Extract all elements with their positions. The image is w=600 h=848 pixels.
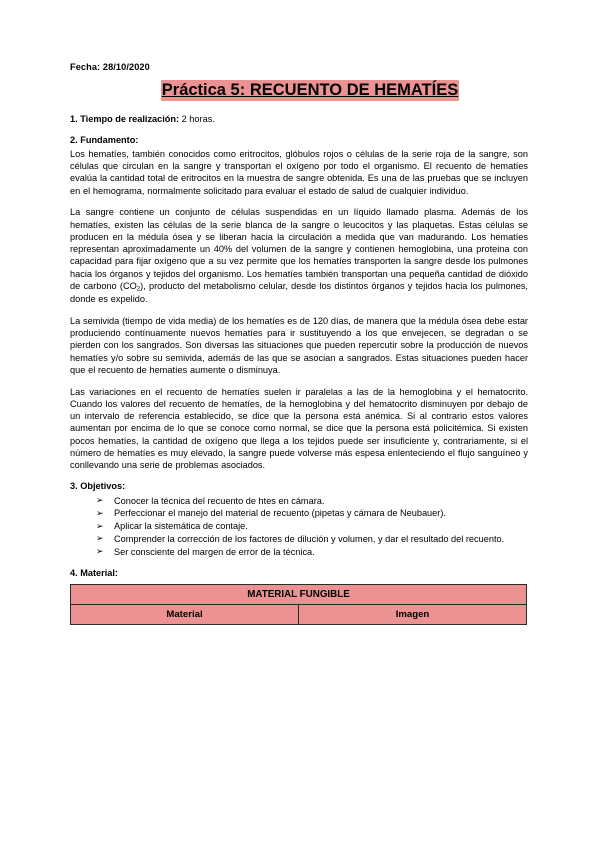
page-title: Práctica 5: RECUENTO DE HEMATÍES [161, 80, 459, 101]
list-item-label: Conocer la técnica del recuento de htes en cámara. [114, 495, 325, 506]
fundamento-paragraph-3: La semivida (tiempo de vida media) de los hematíes es de 120 días, de manera que la médula ósea debe estar produciendo contínuamente nuevos hematíes para ir sustituyendo a los que envejecen, se degradan o se pierden con los sangrados. Son diversas las situaciones que pueden repercutir sobre la producción de nuevos hematíes y/o sobre su semivida, además de las que se asocian a sangrados. Estas situaciones pueden hacer que el recuento de hematíes aumente o disminuya. [70, 315, 528, 375]
title-row [70, 80, 528, 101]
objetivos-heading: 3. Objetivos: [70, 481, 126, 492]
arrow-bullet-icon: ➢ [96, 546, 104, 557]
material-fungible-table [70, 584, 527, 625]
arrow-bullet-icon: ➢ [96, 520, 104, 531]
list-item [96, 520, 528, 532]
tiempo-value: 2 horas. [179, 114, 215, 125]
fundamento-paragraph-2 [70, 206, 528, 305]
tiempo-de-realizacion-line [70, 113, 528, 125]
fundamento-paragraph-1: Los hematíes, también conocidos como eritrocitos, glóbulos rojos o células de la serie roja de la sangre, son células que circulan en la sangre y transportan el oxígeno por todo el organismo. El recuento de hematíes evalúa la cantidad total de eritrocitos en la muestra de sangre obtenida. Es una de las pruebas que se incluyen en el hemograma, normalmente solicitado para evaluar el estado de salud de cualquier individuo. [70, 148, 528, 196]
list-item-label: Aplicar la sistemática de contaje. [114, 521, 248, 532]
arrow-bullet-icon: ➢ [96, 507, 104, 518]
list-item-label: Perfeccionar el manejo del material de recuento (pipetas y cámara de Neubauer). [114, 508, 446, 519]
tiempo-heading: 1. Tiempo de realización: [70, 114, 180, 125]
list-item [96, 546, 528, 558]
table-header-material: Material [71, 605, 299, 625]
date-line: Fecha: 28/10/2020 [70, 62, 150, 72]
table-header-imagen: Imagen [299, 605, 527, 625]
fundamento-paragraph-2-part-a: La sangre contiene un conjunto de células suspendidas en un líquido llamado plasma. Además de los hematíes, existen las células de la serie blanca de la sangre o leucocitos y las plaquetas. Estas células se producen en la médula ósea y se liberan hacia la circulación a medida que van madurando. Los hematíes representan aproximadamente un 40% del volumen de la sangre y contienen hemoglobina, una proteina con capacidad para fijar oxígeno que a su vez permite que los hematíes transporten la sangre desde los pulmones hacia los órganos y tejidos del organismo. Los hematíes también transportan una pequeña cantidad de dióxido de carbono (CO [70, 207, 528, 291]
arrow-bullet-icon: ➢ [96, 495, 104, 506]
arrow-bullet-icon: ➢ [96, 533, 104, 544]
list-item-label: Ser consciente del margen de error de la técnica. [114, 546, 315, 557]
list-item [96, 533, 528, 545]
fundamento-paragraph-4: Las variaciones en el recuento de hematíes suelen ir paralelas a las de la hemoglobina y el hematocrito. Cuando los valores del recuento de hematíes, de la hemoglobina y del hematocrito disminuyen por debajo de un intervalo de referencia establecido, se dice que la persona está anémica. Si al contrario estos valores aumentan por encima de lo que se conoce como normal, se dice que la persona está policitémica. Si existen pocos hematíes, la cantidad de oxígeno que llega a los tejidos puede ser insuficiente y, contrariamente, si el número de hematíes es muy elevado, la sangre puede volverse más espesa enlenteciendo el flujo sanguíneo y conllevando una serie de problemas asociados. [70, 386, 528, 471]
fundamento-heading: 2. Fundamento: [70, 134, 139, 145]
table-row [71, 585, 527, 605]
list-item-label: Comprender la corrección de los factores de dilución y volumen, y dar el resultado del recuento. [114, 533, 505, 544]
list-item [96, 507, 528, 519]
table-title-cell: MATERIAL FUNGIBLE [71, 585, 527, 605]
objetivos-list [70, 495, 528, 558]
co2-subscript: 2 [136, 286, 141, 293]
fundamento-paragraph-2-part-b: ), producto del metabolismo celular, desde los distintos órganos y tejidos hacia los pulmones, donde es expelido. [70, 280, 528, 305]
table-row [71, 605, 527, 625]
list-item [96, 495, 528, 507]
material-heading: 4. Material: [70, 567, 118, 578]
